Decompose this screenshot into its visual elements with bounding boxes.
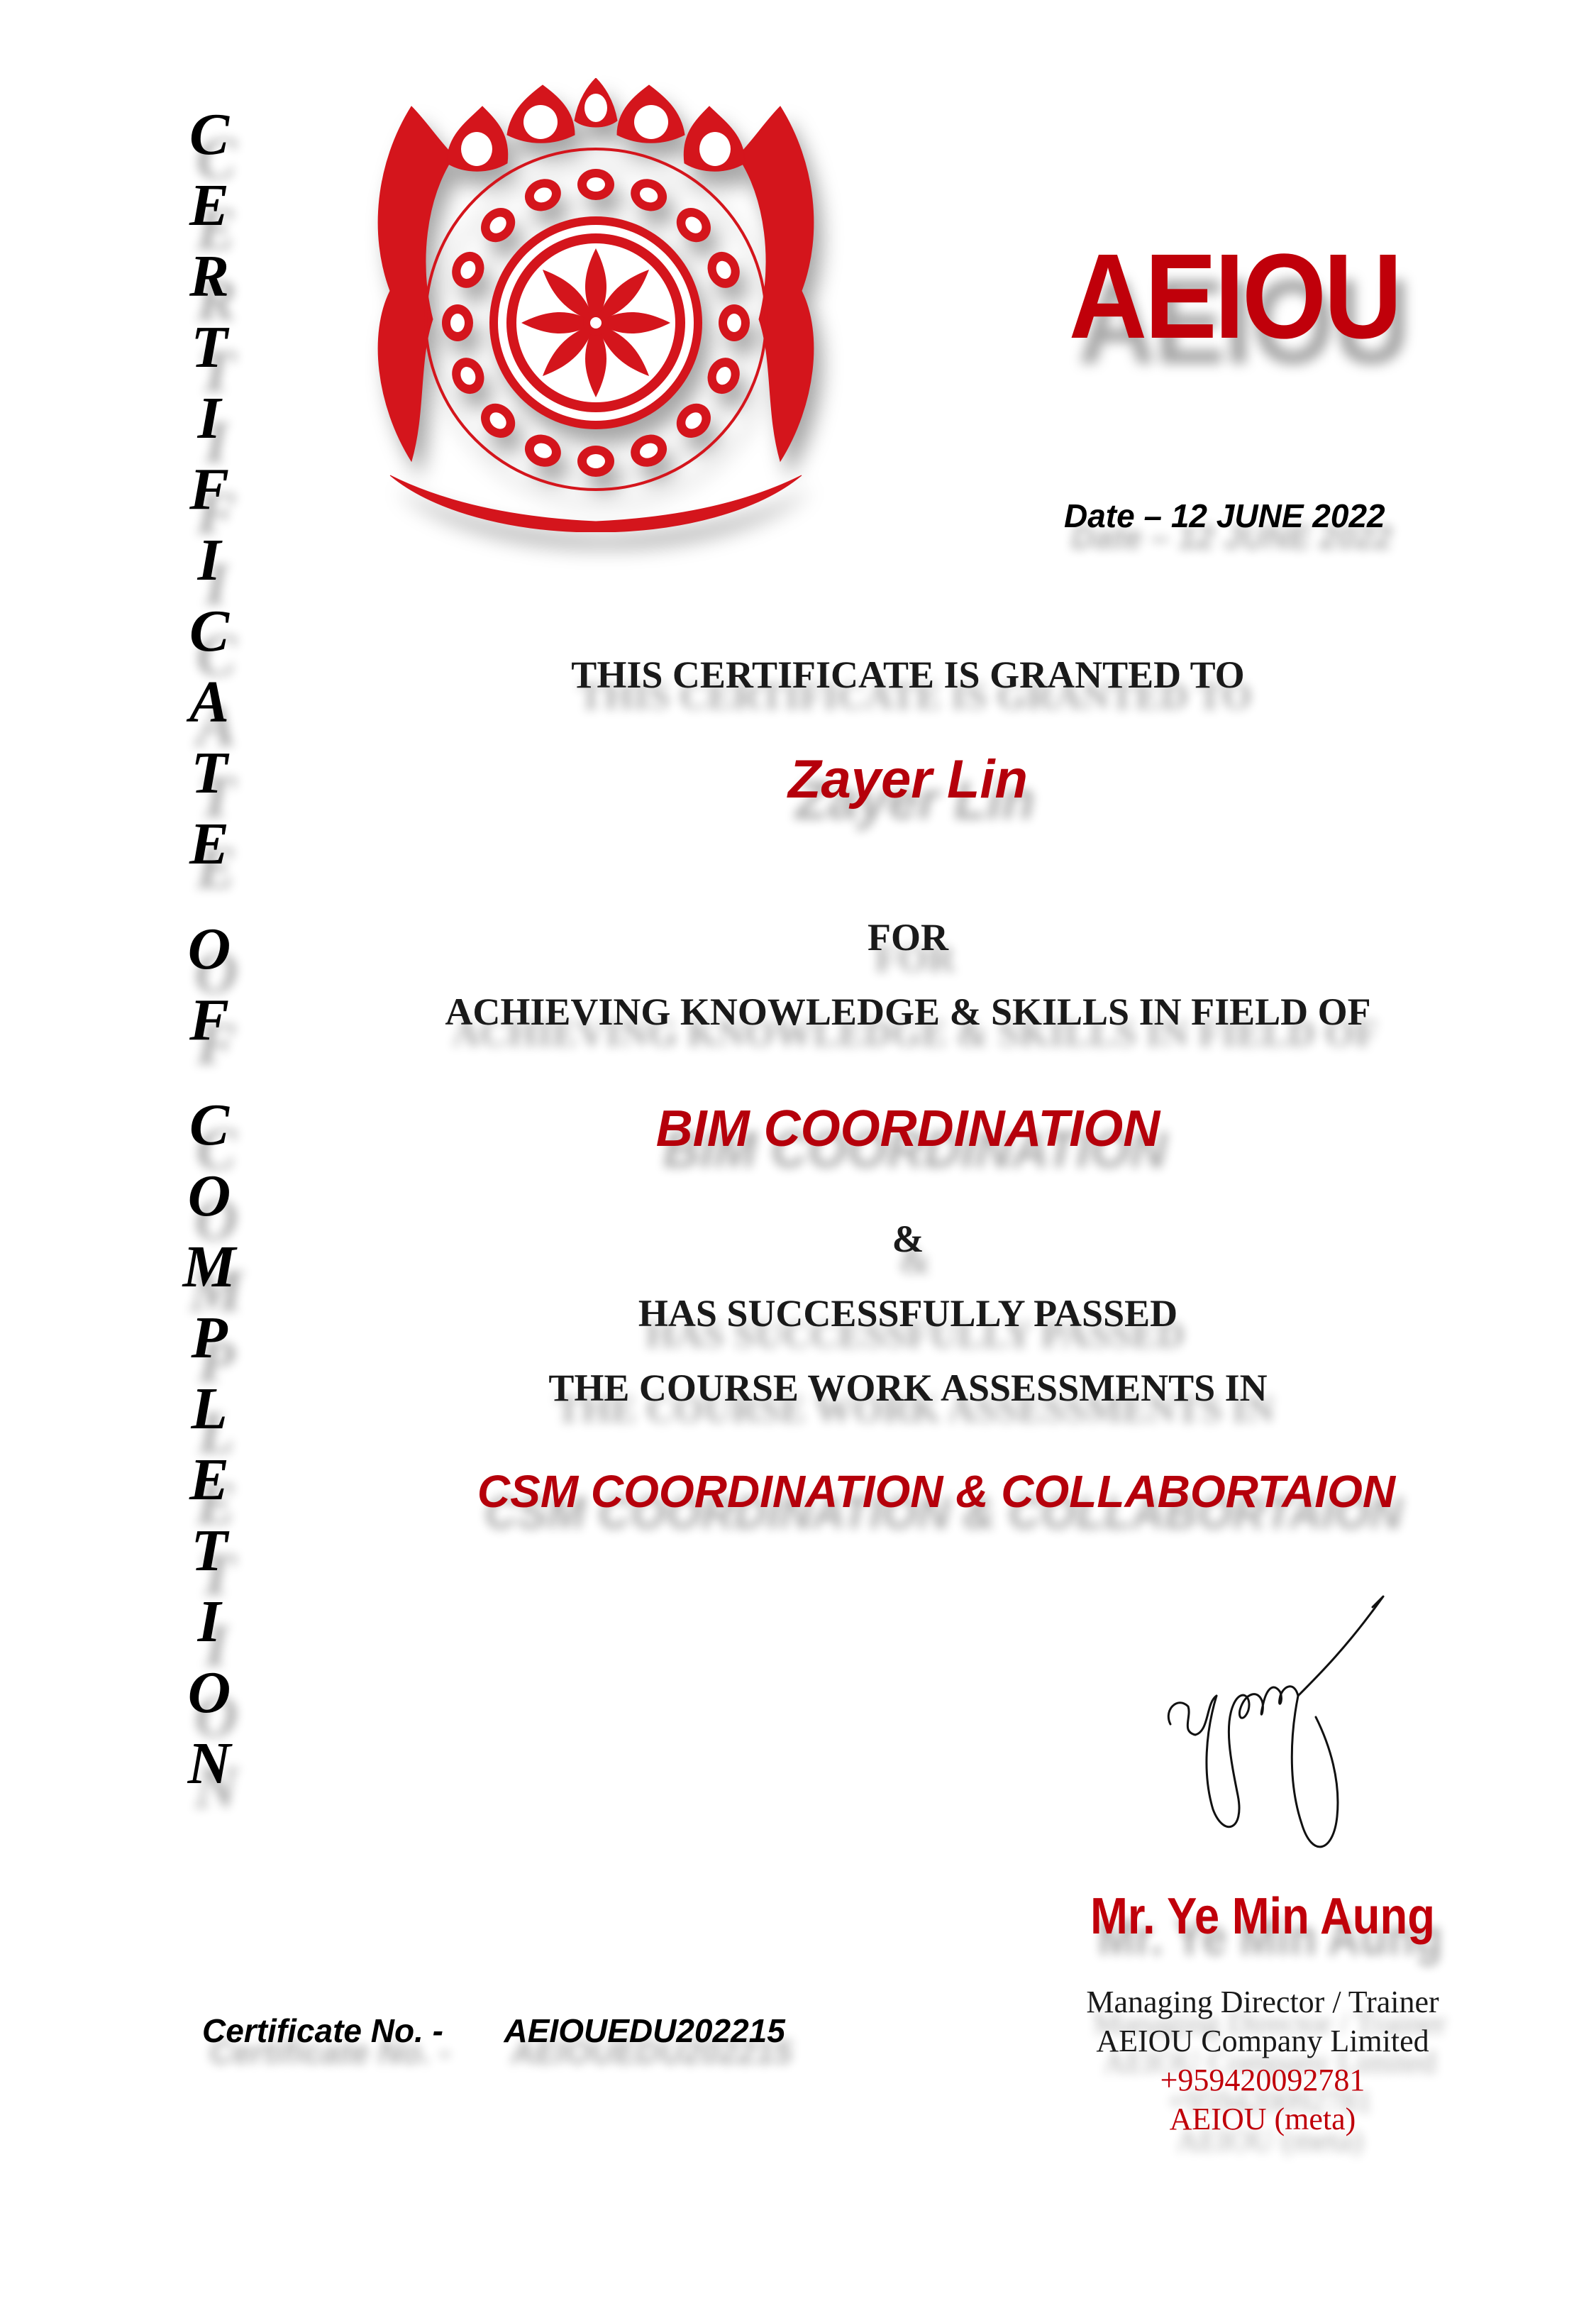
signer-social: AEIOU (meta) (1169, 2102, 1356, 2136)
ampersand: & (892, 1218, 924, 1260)
vertical-letter: L (191, 1376, 228, 1442)
signer-name: Mr. Ye Min Aung (1090, 1888, 1435, 1945)
signer-title: Managing Director / Trainer (1086, 1985, 1439, 2019)
for-line: FOR (868, 916, 948, 959)
field-title: BIM COORDINATION (655, 1100, 1160, 1157)
certificate-number: AEIOUEDU202215 (504, 2012, 785, 2049)
issue-date: Date – 12 JUNE 2022 (1064, 497, 1385, 534)
vertical-letter: T (191, 314, 228, 380)
vertical-letter: E (189, 811, 230, 877)
vertical-letter: I (197, 1589, 221, 1655)
vertical-title (177, 99, 241, 1799)
vertical-letter: F (189, 456, 230, 522)
certificate-number-line (202, 2012, 911, 2050)
vertical-letter: P (191, 1305, 228, 1371)
vertical-letter: T (191, 1518, 228, 1584)
vertical-letter: T (191, 740, 228, 806)
vertical-letter: C (189, 598, 230, 664)
vertical-letter: M (182, 1234, 236, 1300)
vertical-letter: C (189, 101, 230, 167)
signer-company: AEIOU Company Limited (1096, 2024, 1429, 2058)
recipient-name: Zayer Lin (788, 749, 1028, 810)
course-line: THE COURSE WORK ASSESSMENTS IN (548, 1367, 1268, 1409)
brand-name: AEIOU (1068, 229, 1400, 364)
granted-line: THIS CERTIFICATE IS GRANTED TO (571, 653, 1245, 696)
handwritten-signature (1156, 1589, 1412, 1887)
vertical-letter: R (189, 243, 230, 309)
crest-logo-icon (362, 78, 830, 532)
vertical-letter: O (187, 1660, 231, 1726)
vertical-letter: I (197, 385, 221, 451)
vertical-letter: E (189, 172, 230, 238)
certificate-number-label: Certificate No. - (202, 2012, 443, 2049)
achieving-line: ACHIEVING KNOWLEDGE & SKILLS IN FIELD OF (445, 991, 1371, 1033)
passed-line: HAS SUCCESSFULLY PASSED (638, 1292, 1178, 1335)
vertical-letter: E (189, 1447, 230, 1513)
course-title: CSM COORDINATION & COLLABORTAION (477, 1466, 1396, 1517)
signer-phone: +959420092781 (1160, 2063, 1365, 2097)
vertical-letter: A (189, 669, 230, 735)
vertical-letter: C (189, 1092, 230, 1158)
vertical-letter: O (187, 916, 231, 982)
vertical-letter: I (197, 527, 221, 593)
vertical-letter: N (187, 1731, 231, 1797)
vertical-letter: O (187, 1163, 231, 1229)
vertical-letter: F (189, 987, 230, 1053)
